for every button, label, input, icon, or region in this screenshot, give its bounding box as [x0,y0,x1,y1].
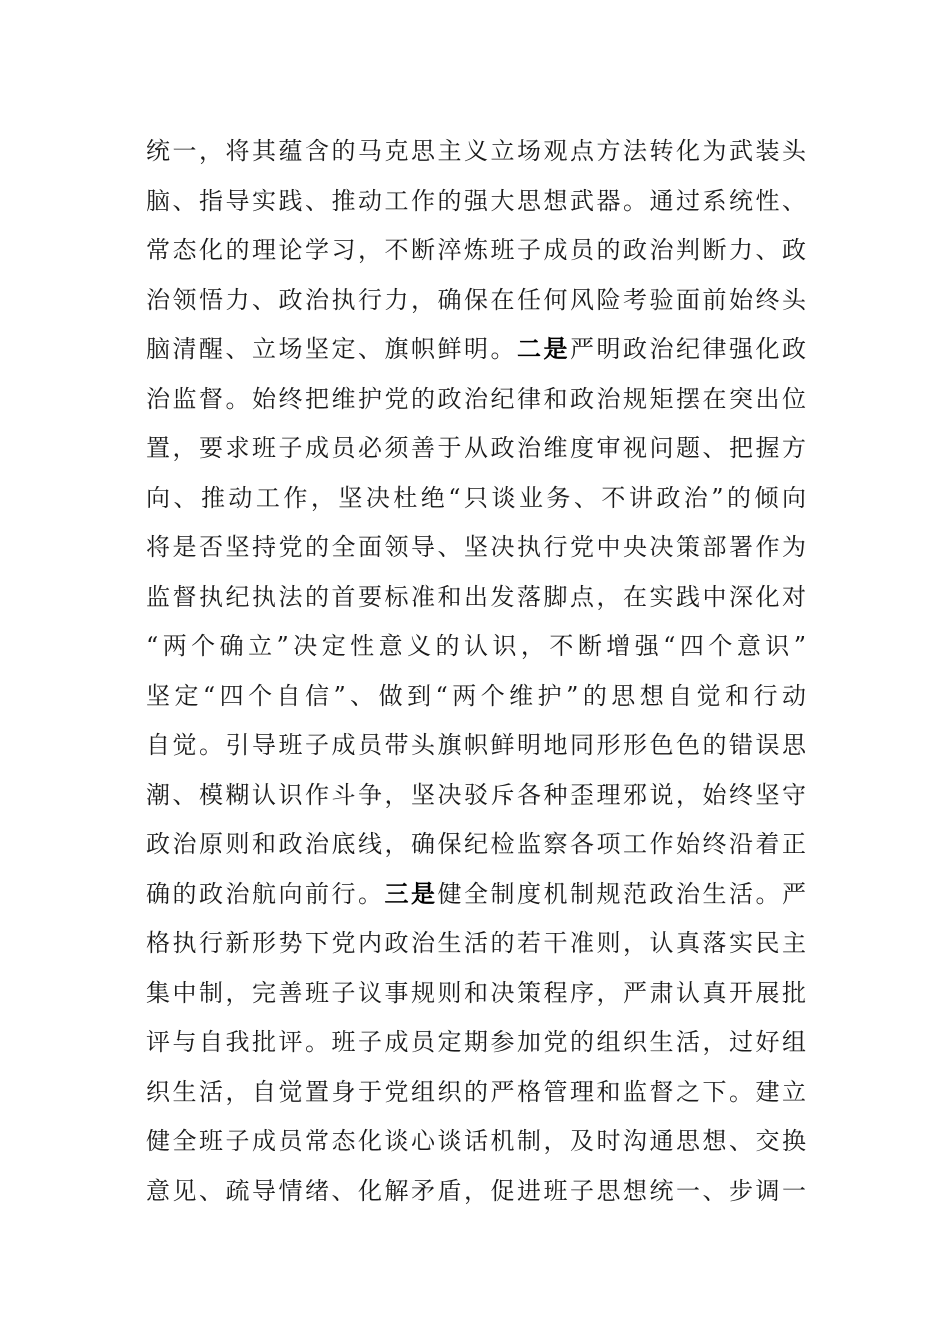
body-text [146,127,806,1216]
line-segment: 严明政治纪律强化政 [570,335,806,363]
text-line: 监督执纪执法的首要标准和出发落脚点，在实践中深化对 [146,582,806,611]
text-line [146,325,806,375]
text-line: 意见、疏导情绪、化解矛盾，促进班子思想统一、步调一 [146,1176,806,1205]
text-line: 坚定“四个自信”、做到“两个维护”的思想自觉和行动 [146,681,806,710]
section-marker-two: 二是 [517,335,570,363]
text-line: 评与自我批评。班子成员定期参加党的组织生活，过好组 [146,1028,806,1056]
text-line: 格执行新形势下党内政治生活的若干准则，认真落实民主 [146,929,806,957]
text-line: 常态化的理论学习，不断淬炼班子成员的政治判断力、政 [146,236,806,264]
text-line: 织生活，自觉置身于党组织的严格管理和监督之下。建立 [146,1077,806,1106]
text-line: 治监督。始终把维护党的政治纪律和政治规矩摆在突出位 [146,384,806,413]
text-line: 脑、指导实践、推动工作的强大思想武器。通过系统性、 [146,186,806,215]
line-segment: 确的政治航向前行。 [146,879,385,908]
text-line: 向、推动工作，坚决杜绝“只谈业务、不讲政治”的倾向 [146,483,806,512]
text-line: 潮、模糊认识作斗争，坚决驳斥各种歪理邪说，始终坚守 [146,780,806,809]
text-line: 健全班子成员常态化谈心谈话机制，及时沟通思想、交换 [146,1127,806,1155]
text-line: “两个确立”决定性意义的认识，不断增强“四个意识” [146,632,806,660]
text-line: 集中制，完善班子议事规则和决策程序，严肃认真开展批 [146,978,806,1007]
text-line [146,870,806,920]
line-segment: 脑清醒、立场坚定、旗帜鲜明。 [146,335,517,363]
section-marker-three: 三是 [384,879,438,908]
text-line: 统一，将其蕴含的马克思主义立场观点方法转化为武装头 [146,137,806,165]
text-line: 将是否坚持党的全面领导、坚决执行党中央决策部署作为 [146,533,806,561]
text-line: 政治原则和政治底线，确保纪检监察各项工作始终沿着正 [146,830,806,858]
text-line: 治领悟力、政治执行力，确保在任何风险考验面前始终头 [146,285,806,314]
text-line: 自觉。引导班子成员带头旗帜鲜明地同形形色色的错误思 [146,731,806,759]
line-segment: 健全制度机制规范政治生活。严 [437,879,806,908]
text-line: 置，要求班子成员必须善于从政治维度审视问题、把握方 [146,434,806,462]
